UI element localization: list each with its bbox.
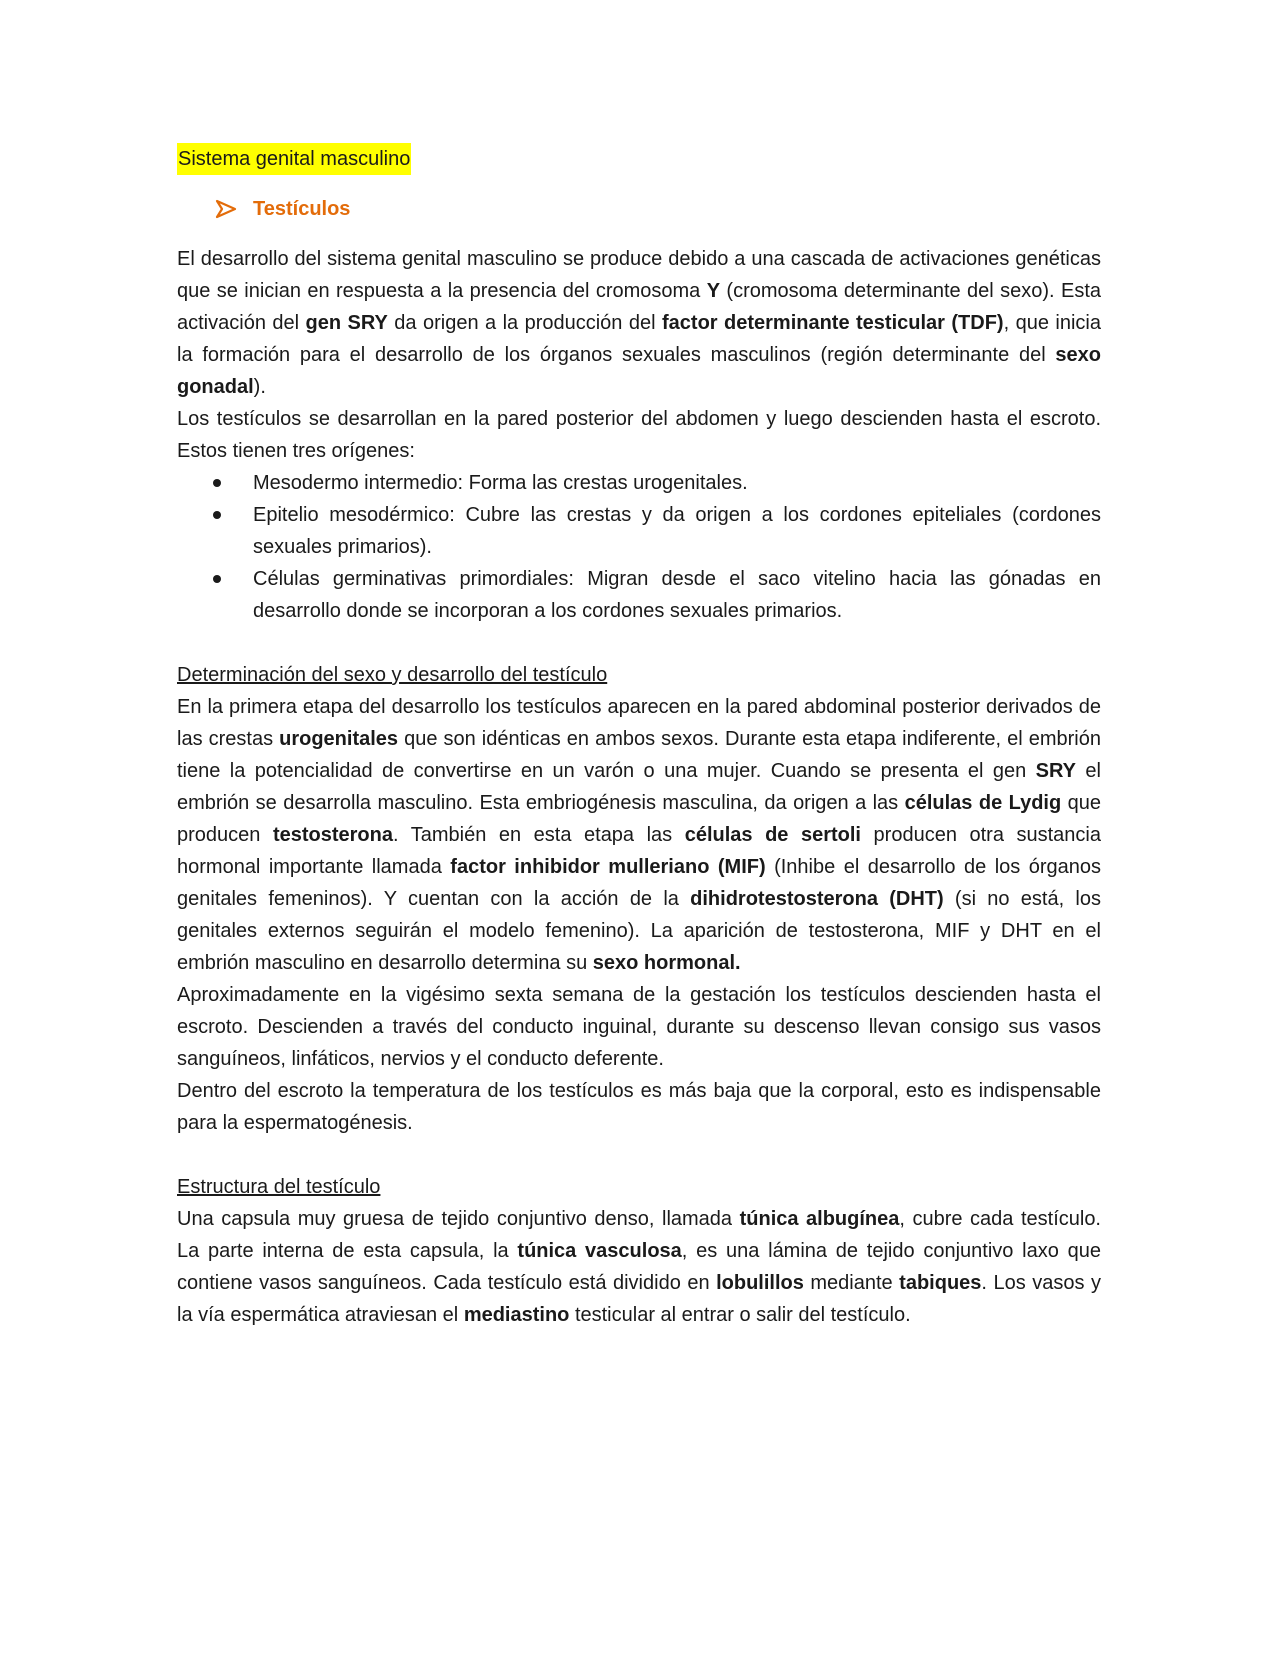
bold-term: dihidrotestosterona (DHT) — [690, 888, 944, 910]
determination-paragraph-2: Aproximadamente en la vigésimo sexta semana de la gestación los testículos descienden hasta el escroto. Descienden a través del conducto inguinal, durante su descenso llevan consigo sus vasos sanguíneos, linfáticos, nervios y el conducto deferente. — [177, 984, 1101, 1070]
list-item-text: Epitelio mesodérmico: Cubre las crestas y da origen a los cordones epiteliales (cordones sexuales primarios). — [253, 504, 1101, 558]
bold-term: células de sertoli — [684, 824, 861, 846]
bold-term: gen SRY — [305, 312, 388, 334]
document-page — [177, 143, 1101, 1331]
intro-paragraph: El desarrollo del sistema genital masculino se produce debido a una cascada de activaciones genéticas que se inician en respuesta a la presencia del cromosoma Y (cromosoma determinante del sexo). Esta activación del gen SRY da origen a la producción del factor determinante testicular (TDF), que inicia la formación para el desarrollo de los órganos sexuales masculinos (región determinante del sexo gonadal). — [177, 248, 1101, 398]
list-item — [177, 563, 1101, 627]
list-item — [177, 499, 1101, 563]
bold-term: mediastino — [463, 1304, 570, 1326]
origins-list — [177, 467, 1101, 627]
bold-term: SRY — [1035, 760, 1077, 782]
structure-paragraph: Una capsula muy gruesa de tejido conjuntivo denso, llamada túnica albugínea, cubre cada testículo. La parte interna de esta capsula, la túnica vasculosa, es una lámina de tejido conjuntivo laxo que contiene vasos sanguíneos. Cada testículo está dividido en lobulillos mediante tabiques. Los vasos y la vía espermática atraviesan el mediastino testicular al entrar o salir del testículo. — [177, 1208, 1101, 1326]
bold-term: sexo hormonal. — [592, 952, 741, 974]
bold-term: factor inhibidor mulleriano (MIF) — [450, 856, 766, 878]
bullet-dot-icon — [213, 575, 221, 583]
bold-term: células de Lydig — [904, 792, 1062, 814]
section-heading — [215, 193, 1101, 225]
bold-term: urogenitales — [279, 728, 399, 750]
bold-term: Y — [706, 280, 721, 302]
structure-heading: Estructura del testículo — [177, 1176, 381, 1198]
determination-paragraph-3: Dentro del escroto la temperatura de los testículos es más baja que la corporal, esto es indispensable para la espermatogénesis. — [177, 1080, 1101, 1134]
bullet-dot-icon — [213, 511, 221, 519]
document-title: Sistema genital masculino — [177, 143, 411, 175]
bold-term: factor determinante testicular (TDF) — [662, 312, 1004, 334]
list-item-text: Mesodermo intermedio: Forma las crestas urogenitales. — [253, 472, 748, 494]
bold-term: túnica albugínea — [739, 1208, 900, 1230]
title-line — [177, 143, 1101, 193]
bold-term: túnica vasculosa — [517, 1240, 682, 1262]
bold-term: sexo gonadal — [177, 344, 1101, 398]
origins-intro-paragraph: Los testículos se desarrollan en la pared posterior del abdomen y luego descienden hasta el escroto. Estos tienen tres orígenes: — [177, 408, 1101, 462]
bullet-dot-icon — [213, 479, 221, 487]
list-item-text: Células germinativas primordiales: Migran desde el saco vitelino hacia las gónadas en desarrollo donde se incorporan a los cordones sexuales primarios. — [253, 568, 1101, 622]
determination-heading: Determinación del sexo y desarrollo del testículo — [177, 664, 608, 686]
bold-term: testosterona — [272, 824, 393, 846]
bold-term: tabiques — [899, 1272, 982, 1294]
section-heading-label: Testículos — [253, 198, 351, 220]
determination-paragraph-1: En la primera etapa del desarrollo los testículos aparecen en la pared abdominal posterior derivados de las crestas urogenitales que son idénticas en ambos sexos. Durante esta etapa indiferente, el embrión tiene la potencialidad de convertirse en un varón o una mujer. Cuando se presenta el gen SRY el embrión se desarrolla masculino. Esta embriogénesis masculina, da origen a las células de Lydig que producen testosterona. También en esta etapa las células de sertoli producen otra sustancia hormonal importante llamada factor inhibidor mulleriano (MIF) (Inhibe el desarrollo de los órganos genitales femeninos). Y cuentan con la acción de la dihidrotestosterona (DHT) (si no está, los genitales externos seguirán el modelo femenino). La aparición de testosterona, MIF y DHT en el embrión masculino en desarrollo determina su sexo hormonal. — [177, 696, 1101, 974]
bold-term: lobulillos — [716, 1272, 804, 1294]
list-item — [177, 467, 1101, 499]
arrow-bullet-icon — [215, 199, 239, 219]
